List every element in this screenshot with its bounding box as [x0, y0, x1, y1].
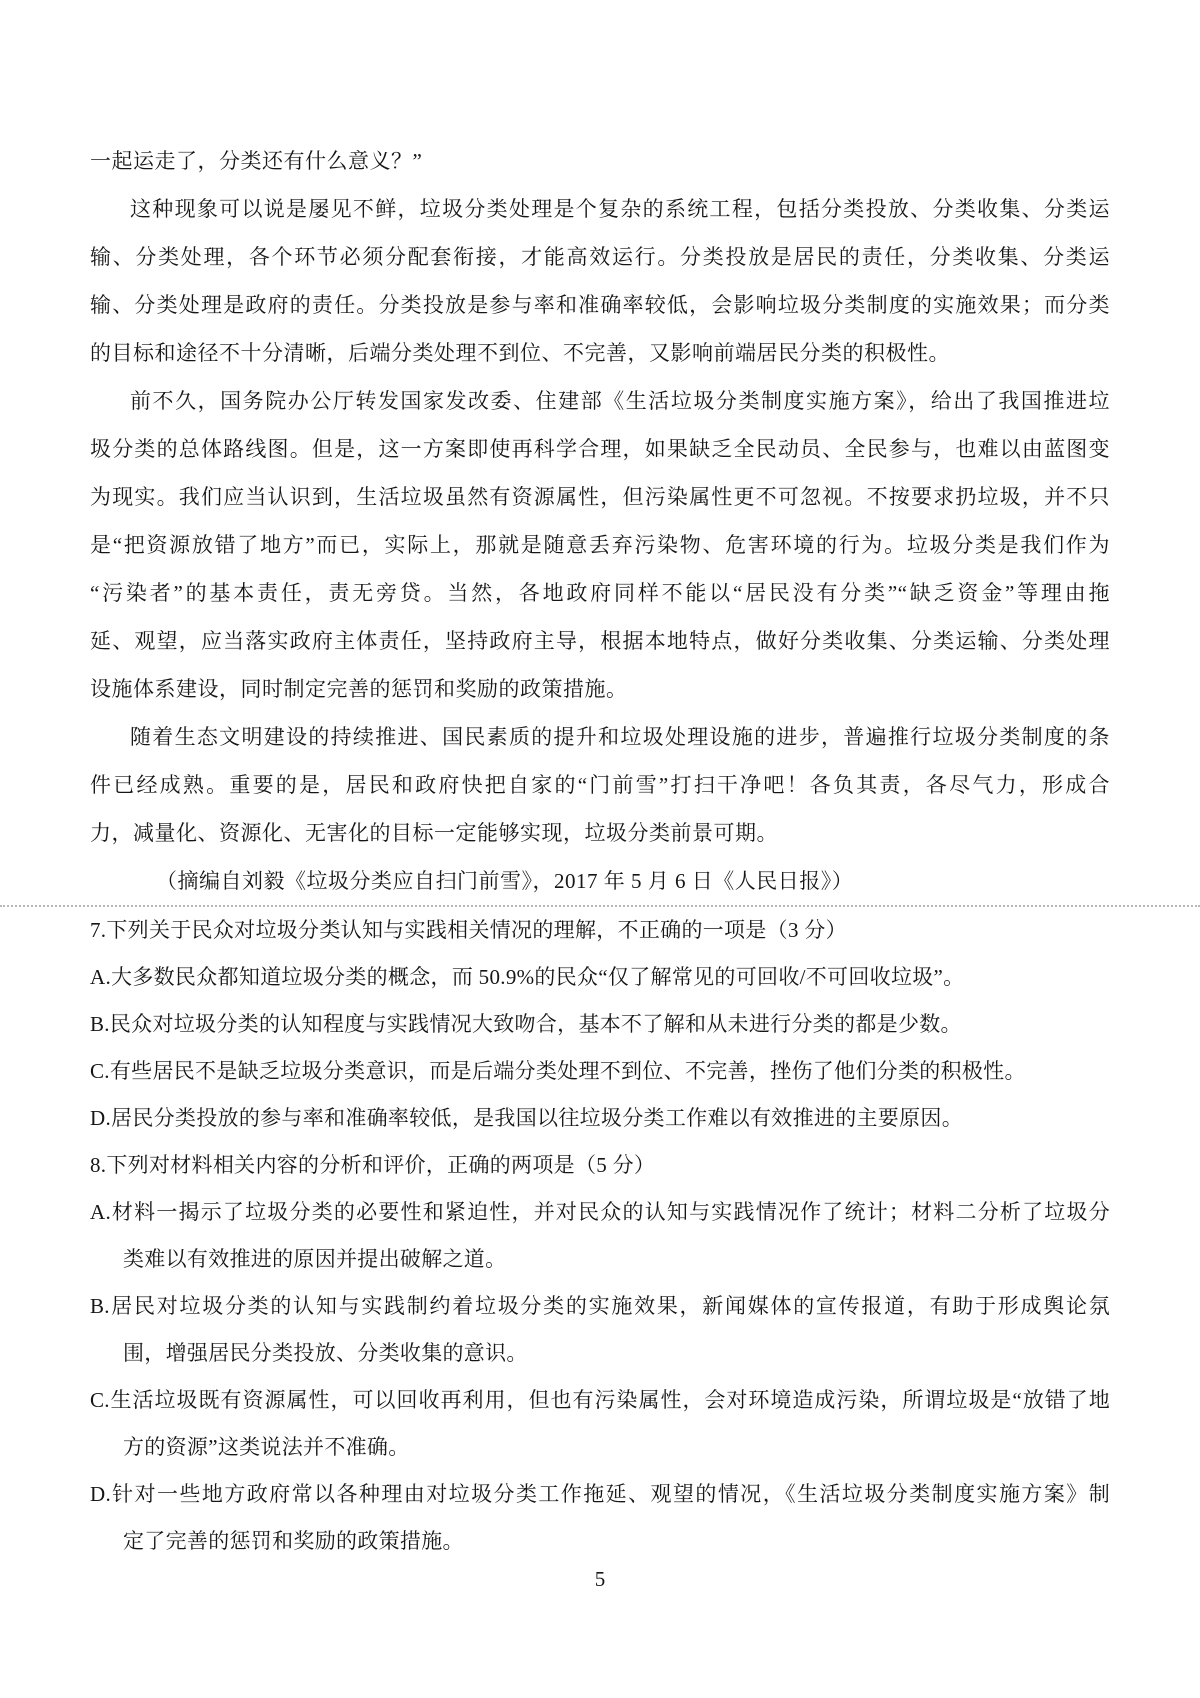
passage-line-15: 力，减量化、资源化、无害化的目标一定能够实现，垃圾分类前景可期。: [90, 821, 778, 845]
question-8-option-d-line-1: D.针对一些地方政府常以各种理由对垃圾分类工作拖延、观望的情况，《生活垃圾分类制度实施方案》制: [90, 1482, 1110, 1506]
question-7-option-d: D.居民分类投放的参与率和准确率较低，是我国以往垃圾分类工作难以有效推进的主要原因。: [90, 1106, 964, 1130]
question-8-option-b-line-1: B.居民对垃圾分类的认知与实践制约着垃圾分类的实施效果，新闻媒体的宣传报道，有助于形成舆论氛: [90, 1294, 1110, 1318]
question-8-option-c-line-2: 方的资源”这类说法并不准确。: [123, 1435, 410, 1459]
citation-line: （摘编自刘毅《垃圾分类应自扫门前雪》，2017 年 5 月 6 日《人民日报》）: [156, 869, 854, 893]
passage-line-6: 前不久，国务院办公厅转发国家发改委、住建部《生活垃圾分类制度实施方案》，给出了我国推进垃: [130, 389, 1110, 413]
passage-line-7: 圾分类的总体路线图。但是，这一方案即使再科学合理，如果缺乏全民动员、全民参与，也难以由蓝图变: [90, 437, 1110, 461]
passage-line-14: 件已经成熟。重要的是，居民和政府快把自家的“门前雪”打扫干净吧！各负其责，各尽气力，形成合: [90, 773, 1110, 797]
question-7-option-c: C.有些居民不是缺乏垃圾分类意识，而是后端分类处理不到位、不完善，挫伤了他们分类的积极性。: [90, 1059, 1026, 1083]
question-8-option-d-line-2: 定了完善的惩罚和奖励的政策措施。: [123, 1529, 464, 1553]
passage-line-11: 延、观望，应当落实政府主体责任，坚持政府主导，根据本地特点，做好分类收集、分类运输、分类处理: [90, 629, 1110, 653]
passage-line-9: 是“把资源放错了地方”而已，实际上，那就是随意丢弃污染物、危害环境的行为。垃圾分类是我们作为: [90, 533, 1110, 557]
question-7-option-a: A.大多数民众都知道垃圾分类的概念，而 50.9%的民众“仅了解常见的可回收/不可回收垃圾”。: [90, 965, 965, 989]
question-8-option-c-line-1: C.生活垃圾既有资源属性，可以回收再利用，但也有污染属性，会对环境造成污染，所谓垃圾是“放错了地: [90, 1388, 1110, 1412]
question-8-option-a-line-2: 类难以有效推进的原因并提出破解之道。: [123, 1247, 507, 1271]
question-7-stem: 7.下列关于民众对垃圾分类认知与实践相关情况的理解，不正确的一项是（3 分）: [90, 918, 847, 942]
passage-line-13: 随着生态文明建设的持续推进、国民素质的提升和垃圾处理设施的进步，普遍推行垃圾分类制度的条: [130, 725, 1110, 749]
passage-line-12: 设施体系建设，同时制定完善的惩罚和奖励的政策措施。: [90, 677, 628, 701]
passage-line-8: 为现实。我们应当认识到，生活垃圾虽然有资源属性，但污染属性更不可忽视。不按要求扔垃圾，并不只: [90, 485, 1110, 509]
passage-line-1: 一起运走了，分类还有什么意义？”: [90, 149, 423, 173]
question-8-option-b-line-2: 围，增强居民分类投放、分类收集的意识。: [123, 1341, 528, 1365]
passage-material: [90, 137, 1110, 905]
passage-line-10: “污染者”的基本责任，责无旁贷。当然，各地政府同样不能以“居民没有分类”“缺乏资金”等理由拖: [90, 581, 1110, 605]
passage-line-5: 的目标和途径不十分清晰，后端分类处理不到位、不完善，又影响前端居民分类的积极性。: [90, 341, 950, 365]
passage-line-4: 输、分类处理是政府的责任。分类投放是参与率和准确率较低，会影响垃圾分类制度的实施效果；而分类: [90, 293, 1110, 317]
passage-line-2: 这种现象可以说是屡见不鲜，垃圾分类处理是个复杂的系统工程，包括分类投放、分类收集、分类运: [130, 197, 1110, 221]
passage-line-3: 输、分类处理，各个环节必须分配套衔接，才能高效运行。分类投放是居民的责任，分类收集、分类运: [90, 245, 1110, 269]
question-8-stem: 8.下列对材料相关内容的分析和评价，正确的两项是（5 分）: [90, 1153, 656, 1177]
question-7-option-b: B.民众对垃圾分类的认知程度与实践情况大致吻合，基本不了解和从未进行分类的都是少数。: [90, 1012, 962, 1036]
questions-section: [90, 907, 1110, 1565]
question-8-option-a-line-1: A.材料一揭示了垃圾分类的必要性和紧迫性，并对民众的认知与实践情况作了统计；材料二分析了垃圾分: [90, 1200, 1110, 1224]
page-number: 5: [594, 1567, 606, 1591]
